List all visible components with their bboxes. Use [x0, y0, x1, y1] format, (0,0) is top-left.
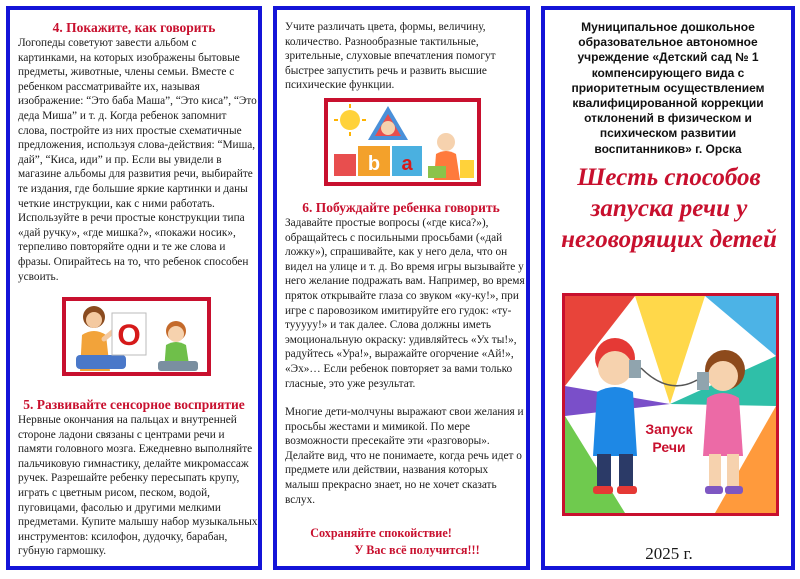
- footer-line-1: Сохраняйте спокойствие!: [310, 526, 452, 540]
- sun-icon: [340, 110, 360, 130]
- text-tip-4: Логопеды советуют завести альбом с картинками, на которых изображены бытовые предметы, животные, члены семьи. Вместе с ребенком рассматривайте их, называя изображение: “Это баба Маша”, “Это киса”, “Это деда Миша” и т. д. Когда ребенок запомнит слова, постройте из них простые схематичные предложения, используя слова-действия: “Миша, дай”, “Киса, иди” и пр. Если вы увидели в магазине альбомы для развития речи, выбирайте те издания, где большие яркие картинки и даны четкие инструкции, как с ними работать. Используйте в речи простые конструкции типа «дай ручку», «где мишка?», «покажи носик», терпеливо повторяйте одни и те же слова и фразы. Опирайтесь на то, что ребенок способен усвоить.: [18, 37, 257, 283]
- kids-tin-can-phone-illustration: [565, 296, 776, 513]
- heading-tip-6: 6. Побуждайте ребенка говорить: [302, 200, 500, 215]
- middle-panel: [273, 6, 530, 570]
- illustration-teacher-card: [62, 297, 211, 376]
- illustration-kids-phone: [562, 293, 779, 516]
- footer-line-2: У Вас всё получится!!!: [354, 543, 480, 557]
- text-tip-6: Задавайте простые вопросы («где киса?»), обращайтесь с посильными просьбами («дай ложку»), спрашивайте, как у него дела, что он видел на улице и т. д. Во время игры вызывайте у него желание подражать вам. Например, во время пряток открывайте глаза со звуком «ку-ку!», при игре с паровозиком имитируйте его гудок: «ту-тууууу!» и так далее. Слова должны иметь эмоциональную окраску: удивляйтесь «Ух ты!», радуйтесь «Ура!», выражайте огорчение «Ай!», «Эх»… Если ребенок повторяет за вами только гласные, это уже результат.: [285, 217, 525, 390]
- picture-caption-line-1: Запуск: [645, 421, 693, 437]
- right-panel: [541, 6, 795, 570]
- card-letter: О: [117, 319, 141, 352]
- block-letter-b: b: [367, 153, 381, 175]
- text-tip-5: Нервные окончания на пальцах и внутренней стороне ладони связаны с центрами речи и памяти головного мозга. Ежедневно выполняйте пальчиковую гимнастику, делайте микромассаж ручек. Разрешайте ребенку пересыпать крупу, играть с цветным рисом, песком, водой, пуговицами, фасолью и другими мелкими предметами. Купите малышу набор музыкальных инструментов: ксилофон, дудочку, барабан, губную гармошку.: [18, 414, 258, 558]
- kids-blocks-illustration: [328, 102, 477, 182]
- left-panel: [6, 6, 262, 570]
- teacher-child-illustration: [66, 301, 207, 372]
- text-intro: Учите различать цвета, формы, величину, количество. Разнообразные тактильные, зрительные, слуховые впечатления помогут быстрее запустить речь и развить высшие психические функции.: [285, 21, 496, 92]
- text-tip-6-continued: Многие дети-молчуны выражают свои желания и просьбы жестами и мимикой. По мере возможности пресекайте эти «разговоры». Делайте вид, что не понимаете, когда речь идет о предмете или действии, названия которых малыш прекрасно знает, но не хочет сказать вслух.: [285, 406, 524, 506]
- heading-tip-5: 5. Развивайте сенсорное восприятие: [23, 397, 245, 412]
- illustration-kids-blocks: [324, 98, 481, 186]
- year: 2025 г.: [645, 544, 693, 563]
- heading-tip-4: 4. Покажите, как говорить: [52, 20, 216, 35]
- picture-caption-line-2: Речи: [652, 439, 686, 455]
- organization-name: Муниципальное дошкольное образовательное автономное учреждение «Детский сад № 1 компенсирующего вида с приоритетным осуществлением квалифицированной коррекции отклонений в физическом и психическом развитии воспитанников» г. Орска: [571, 20, 765, 156]
- brochure-title: Шесть способов запуска речи у неговорящих детей: [561, 164, 777, 253]
- block-letter-a: a: [401, 153, 413, 175]
